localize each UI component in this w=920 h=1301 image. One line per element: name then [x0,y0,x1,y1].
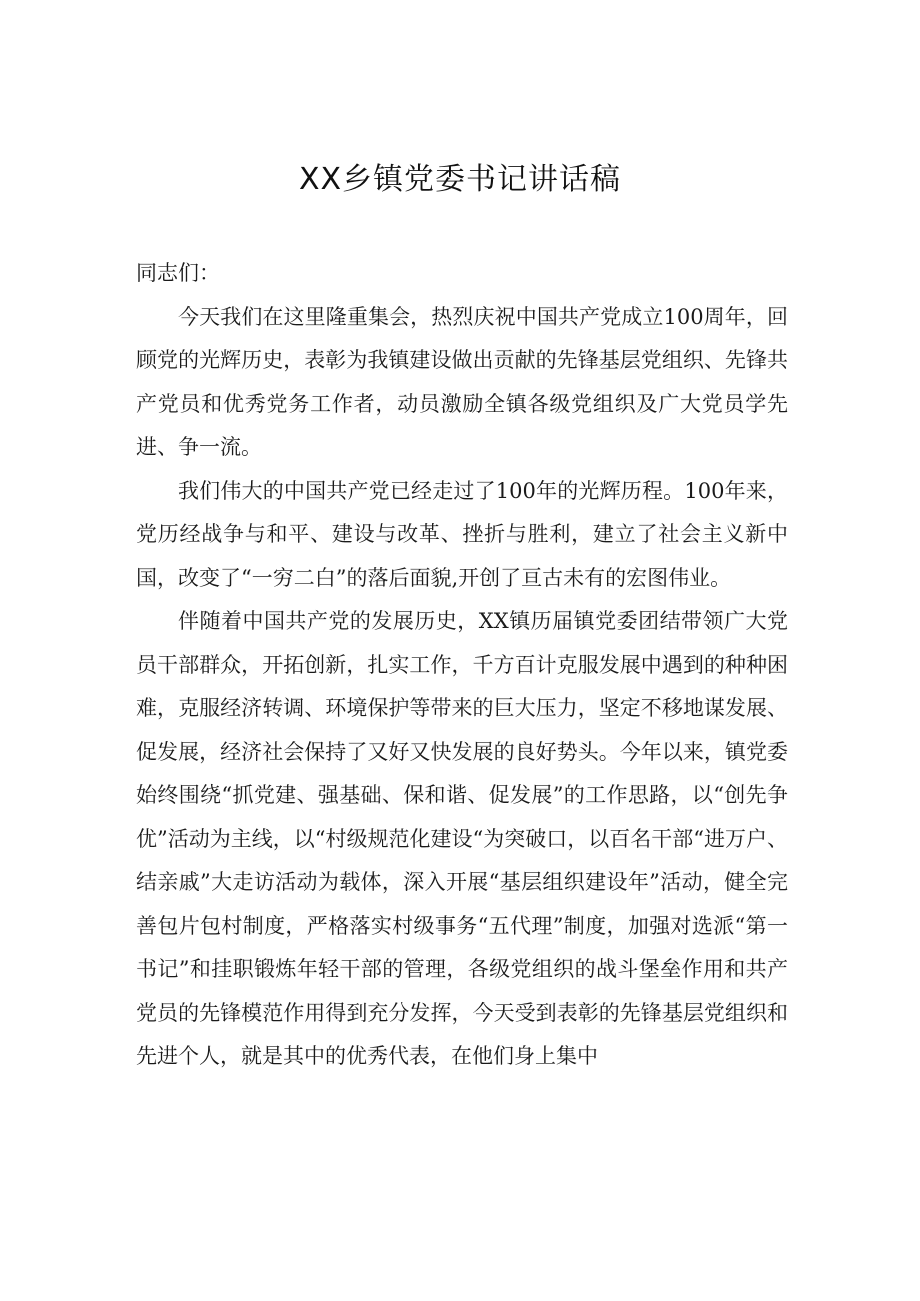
paragraph-1: 今天我们在这里隆重集会，热烈庆祝中国共产党成立100周年，回顾党的光辉历史，表彰为我镇建设做出贡献的先锋基层党组织、先锋共产党员和优秀党务工作者，动员激励全镇各级党组织及广大党员学先进、争一流。 [136,304,788,459]
salutation: 同志们： [136,261,220,285]
document-body [136,252,788,1079]
document-title: XX乡镇党委书记讲话稿 [298,162,622,197]
paragraph-3: 伴随着中国共产党的发展历史，XX镇历届镇党委团结带领广大党员干部群众，开拓创新，扎实工作，千方百计克服发展中遇到的种种困难，克服经济转调、环境保护等带来的巨大压力，坚定不移地谋发展、促发展，经济社会保持了又好又快发展的良好势头。今年以来，镇党委始终围绕“抓党建、强基础、保和谐、促发展”的工作思路，以“创先争优”活动为主线，以“村级规范化建设“为突破口，以百名干部“进万户、结亲戚”大走访活动为载体，深入开展“基层组织建设年”活动，健全完善包片包村制度，严格落实村级事务“五代理”制度，加强对选派“第一书记”和挂职锻炼年轻干部的管理，各级党组织的战斗堡垒作用和共产党员的先锋模范作用得到充分发挥，今天受到表彰的先锋基层党组织和先进个人，就是其中的优秀代表，在他们身上集中 [136,609,788,1068]
paragraph-2: 我们伟大的中国共产党已经走过了100年的光辉历程。100年来，党历经战争与和平、建设与改革、挫折与胜利，建立了社会主义新中国，改变了“一穷二白”的落后面貌,开创了亘古未有的宏图伟业。 [136,478,788,590]
